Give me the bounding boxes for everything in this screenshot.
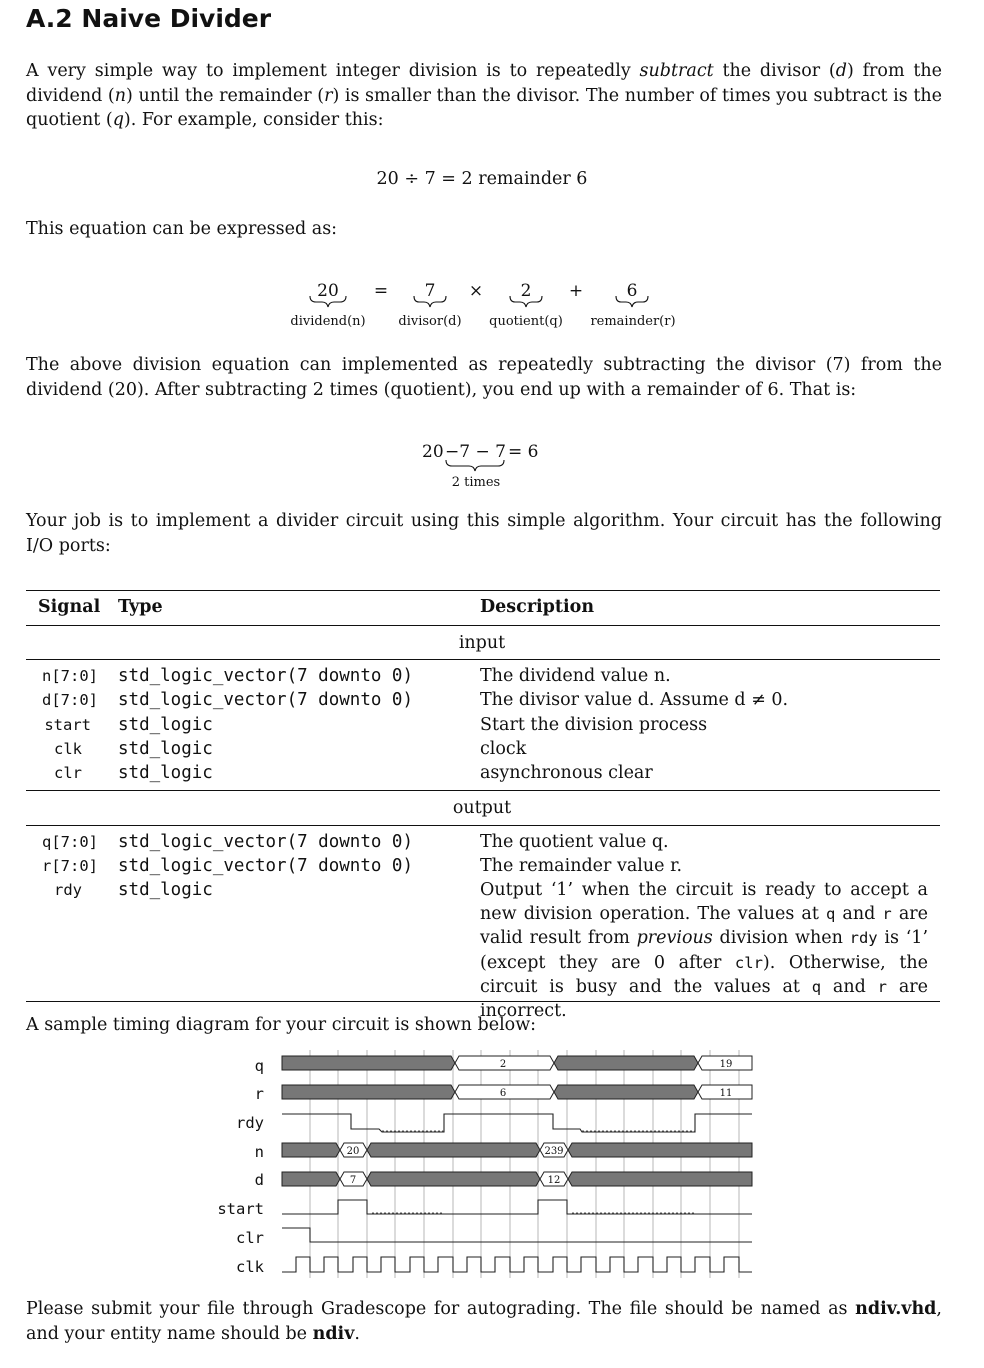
row-r-signal: r[7:0] [42, 857, 98, 875]
row-start-description: Start the division process [480, 715, 708, 735]
q-value-1: 2 [499, 1059, 507, 1070]
bus-q [282, 1056, 752, 1070]
wave-clk [282, 1257, 752, 1272]
eq-dividend-label: dividend(n) [290, 314, 366, 329]
expressed-text: This equation can be expressed as: [26, 219, 338, 239]
row-r-description: The remainder value r. [480, 856, 683, 876]
row-clk-signal: clk [54, 740, 82, 758]
eq3-left: 20 [422, 442, 444, 462]
q-value-2: 19 [719, 1059, 733, 1070]
row-clr-type: std_logic [118, 763, 213, 783]
row-start-type: std_logic [118, 715, 213, 735]
row-q-type: std_logic_vector(7 downto 0) [118, 832, 414, 852]
table-input-rule [26, 659, 940, 660]
row-clk-type: std_logic [118, 739, 213, 759]
intro-var-r: r [324, 85, 333, 106]
eq3-right: = 6 [508, 442, 539, 462]
row-q-description: The quotient value q. [480, 832, 669, 852]
eq-times: × [468, 281, 484, 301]
section-output-label: output [452, 798, 512, 818]
timing-intro: A sample timing diagram for your circuit is shown below: [26, 1015, 537, 1035]
eq-equals: = [373, 281, 389, 301]
eq-divisor-label: divisor(d) [398, 314, 462, 329]
timing-label-q: q [254, 1057, 264, 1075]
row-n-description: The dividend value n. [480, 666, 671, 686]
intro-text-1: A very simple way to implement integer division is to repeatedly [26, 61, 640, 81]
n-value-1: 20 [346, 1146, 360, 1157]
timing-label-r: r [254, 1085, 264, 1103]
timing-label-n: n [254, 1143, 264, 1161]
d-value-1: 7 [349, 1175, 357, 1186]
eq-dividend-value: 20 [317, 281, 339, 301]
row-start-signal: start [44, 716, 91, 734]
intro-text-4: ) until the remainder ( [126, 85, 325, 106]
intro-var-n: n [114, 85, 127, 106]
footer-paragraph: Please submit your file through Gradescope for autograding. The file should be named as ndiv.vhd, and your entity name should be ndiv. [26, 1299, 942, 1344]
timing-label-rdy: rdy [236, 1114, 264, 1132]
wave-start [282, 1200, 752, 1214]
row-clr-description: asynchronous clear [480, 763, 653, 783]
eq3-middle: −7 − 7 [445, 442, 506, 462]
wave-rdy [282, 1114, 752, 1132]
intro-text-6: ). For example, consider this: [123, 110, 384, 130]
row-r-type: std_logic_vector(7 downto 0) [118, 856, 414, 876]
eq3-brace-label: 2 times [451, 475, 501, 490]
eq-quotient-value: 2 [520, 281, 532, 301]
eq-remainder-value: 6 [626, 281, 638, 301]
intro-em-subtract: subtract [639, 61, 714, 81]
section-title: A.2 Naive Divider [26, 4, 272, 33]
row-d-type: std_logic_vector(7 downto 0) [118, 690, 414, 710]
intro-var-q: q [112, 110, 124, 130]
intro-text-2: the divisor ( [713, 61, 836, 81]
row-n-type: std_logic_vector(7 downto 0) [118, 666, 414, 686]
above-paragraph: The above division equation can implemented as repeatedly subtracting the divisor (7) from the dividend (20). After subtracting 2 times (quotient), you end up with a remainder of 6. That is: [26, 355, 942, 400]
table-output-rule [26, 825, 940, 826]
d-value-2: 12 [547, 1175, 561, 1186]
r-value-2: 11 [719, 1088, 733, 1099]
timing-diagram [270, 1046, 760, 1282]
row-clr-signal: clr [54, 764, 82, 782]
row-d-signal: d[7:0] [42, 691, 98, 709]
bus-r [282, 1085, 752, 1099]
row-q-signal: q[7:0] [42, 833, 98, 851]
row-n-signal: n[7:0] [42, 667, 98, 685]
eq-remainder-label: remainder(r) [590, 314, 676, 329]
table-bottom-rule [26, 1001, 940, 1002]
job-paragraph: Your job is to implement a divider circuit using this simple algorithm. Your circuit has the following I/O ports: [26, 511, 942, 556]
header-description: Description [480, 597, 595, 617]
row-clk-description: clock [480, 739, 527, 759]
eq-divisor-value: 7 [424, 281, 436, 301]
section-input-label: input [458, 633, 506, 653]
clock-grid [310, 1050, 739, 1278]
row-d-description: The divisor value d. Assume d ≠ 0. [480, 690, 789, 710]
intro-var-d: d [835, 61, 847, 81]
row-rdy-type: std_logic [118, 880, 213, 900]
equation-division: 20 ÷ 7 = 2 remainder 6 [376, 169, 588, 189]
timing-label-clr: clr [236, 1229, 264, 1247]
equation-subtraction [410, 436, 570, 492]
row-rdy-signal: rdy [54, 881, 82, 899]
table-output-top-rule [26, 790, 940, 791]
equation-expressed [270, 276, 700, 336]
table-top-rule [26, 590, 940, 591]
table-header-rule [26, 625, 940, 626]
timing-label-start: start [217, 1200, 264, 1218]
timing-label-clk: clk [236, 1258, 264, 1276]
n-value-2: 239 [544, 1146, 564, 1157]
r-value-1: 6 [499, 1088, 507, 1099]
wave-clr [282, 1228, 752, 1242]
intro-paragraph [26, 59, 942, 133]
header-signal: Signal [38, 597, 101, 617]
eq-plus: + [568, 281, 584, 301]
eq-quotient-label: quotient(q) [489, 314, 563, 329]
footer-filename: ndiv.vhd [855, 1299, 937, 1319]
intro-text-3: ) from the dividend ( [26, 61, 943, 106]
header-type: Type [118, 597, 163, 617]
footer-entity: ndiv [312, 1323, 355, 1344]
timing-label-d: d [254, 1171, 264, 1189]
row-rdy-description: Output ‘1’ when the circuit is ready to accept a new division operation. The values at q and r are valid result from previous division when rdy is ‘1’ (except they are 0 after clr). Otherwise, the circuit is busy and the values at q and r are incorrect. [480, 880, 929, 1022]
intro-text-5: ) is smaller than the divisor. The number of times you subtract is the quotient ( [26, 85, 942, 130]
